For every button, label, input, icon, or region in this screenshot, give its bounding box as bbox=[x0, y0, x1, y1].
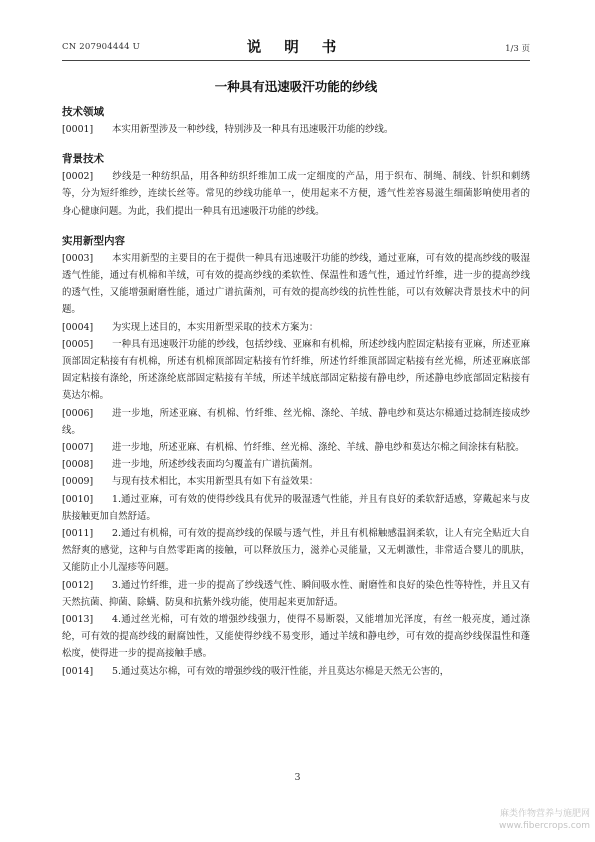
paragraph bbox=[62, 456, 530, 473]
paragraph bbox=[62, 491, 530, 525]
paragraph bbox=[62, 168, 530, 220]
paragraph bbox=[62, 680, 530, 697]
paragraph-text: 进一步地，所述亚麻、有机棉、竹纤维、丝光棉、涤纶、羊绒、静电纱和莫达尔棉通过捻制连接成纱线。 bbox=[62, 407, 530, 436]
page-indicator: 1/3 页 bbox=[505, 44, 530, 54]
paragraph-number: [0011] bbox=[62, 528, 94, 540]
site-watermark bbox=[460, 808, 590, 832]
paragraph-text: 进一步地，所述纱线表面均匀覆盖有广谱抗菌剂。 bbox=[112, 459, 319, 471]
paragraph-number: [0012] bbox=[62, 579, 94, 591]
section-gap bbox=[62, 138, 530, 151]
paragraph bbox=[62, 473, 530, 490]
paragraph-text: 进一步地，所述亚麻、有机棉、竹纤维、丝光棉、涤纶、羊绒、静电纱和莫达尔棉之间涂抹有粘胶。 bbox=[112, 442, 525, 454]
section-technical-field bbox=[62, 104, 530, 138]
paragraph bbox=[62, 336, 530, 405]
paragraph-number: [0005] bbox=[62, 338, 94, 350]
watermark-url: www.fibercrops.com bbox=[499, 821, 590, 831]
paragraph bbox=[62, 439, 530, 456]
paragraph-number: [0006] bbox=[62, 407, 94, 419]
paragraph-text: 一种具有迅速吸汗功能的纱线，包括纱线、亚麻和有机棉，所述纱线内腔固定粘接有亚麻，所述亚麻顶部固定粘接有有机棉，所述有机棉顶部固定粘接有竹纤维，所述竹纤维顶部固定粘接有丝光棉，所述亚麻底部固定粘接有涤纶，所述涤纶底部固定粘接有羊绒，所述羊绒底部固定粘接有静电纱，所述静电纱底部固定粘接有莫达尔棉。 bbox=[62, 338, 530, 402]
paragraph bbox=[62, 405, 530, 439]
paragraph-number: [0013] bbox=[62, 614, 94, 626]
paragraph-number: [0002] bbox=[62, 171, 94, 183]
watermark-name: 麻类作物营养与施肥网 bbox=[499, 809, 590, 819]
paragraph bbox=[62, 319, 530, 336]
paragraph-number: [0008] bbox=[62, 459, 94, 471]
patent-number: CN 207904444 U bbox=[62, 42, 140, 52]
section-heading: 实用新型内容 bbox=[62, 234, 125, 247]
document-title: 一种具有迅速吸汗功能的纱线 bbox=[214, 79, 378, 94]
paragraph-number: [0004] bbox=[62, 321, 94, 333]
paragraph-text: 纱线是一种纺织品，用各种纺织纤维加工成一定细度的产品，用于织布、制绳、制线、针织和刺绣等，分为短纤维纱，连续长丝等。常见的纱线功能单一，使用起来不方便，透气性差容易滋生细菌影响使用者的身心健康问题。为此，我们提出一种具有迅速吸汗功能的纱线。 bbox=[62, 171, 530, 217]
paragraph-text: 3.通过竹纤维，进一步的提高了纱线透气性、瞬间吸水性、耐磨性和良好的染色性等特性，并且又有天然抗菌、抑菌、除螨、防臭和抗紫外线功能，使用起来更加舒适。 bbox=[62, 579, 530, 608]
section-background bbox=[62, 151, 530, 220]
paragraph-text: 为实现上述目的，本实用新型采取的技术方案为： bbox=[112, 321, 319, 333]
doc-type-label: 说 明 书 bbox=[246, 39, 346, 56]
paragraph-number: [0003] bbox=[62, 252, 94, 264]
paragraph-text: 与现有技术相比，本实用新型具有如下有益效果： bbox=[112, 476, 319, 488]
page-number: 3 bbox=[294, 772, 301, 783]
paragraph bbox=[62, 611, 530, 663]
section-gap bbox=[62, 220, 530, 233]
paragraph bbox=[62, 250, 530, 319]
paragraph-number: [0010] bbox=[62, 493, 94, 505]
paragraph bbox=[62, 663, 530, 680]
paragraph bbox=[62, 121, 530, 138]
paragraph-text: 2.通过有机棉，可有效的提高纱线的保暖与透气性，并且有机棉触感温润柔软，让人有完全贴近大自然舒爽的感觉，这种与自然零距离的接触，可以释放压力，滋养心灵能量，又无刺激性，非常适合婴儿的肌肤，又能防止小儿湿疹等问题。 bbox=[62, 528, 530, 574]
paragraph-text: 本实用新型的主要目的在于提供一种具有迅速吸汗功能的纱线，通过亚麻，可有效的提高纱线的吸湿透气性能，通过有机棉和羊绒，可有效的提高纱线的柔软性、保温性和透气性，通过竹纤维，进一步的提高纱线的透气性，又能增强耐磨性能，通过广谱抗菌剂，可有效的提高纱线的抗性性能，可以有效解决背景技术中的问题。 bbox=[62, 252, 530, 316]
section-heading: 背景技术 bbox=[62, 153, 104, 166]
paragraph-number: [0009] bbox=[62, 476, 94, 488]
paragraph-text: 1.通过亚麻，可有效的使得纱线具有优异的吸湿透气性能，并且有良好的柔软舒适感，穿戴起来与皮肤接触更加自然舒适。 bbox=[62, 493, 530, 522]
paragraph-number: [0001] bbox=[62, 124, 94, 135]
paragraph-text: 4.通过丝光棉，可有效的增强纱线强力，使得不易断裂，又能增加光泽度，有丝一般亮度，通过涤纶，可有效的提高纱线的耐腐蚀性，又能使得纱线不易变形，通过羊绒和静电纱，可有效的提高纱线保温性和蓬松度，使得进一步的提高接触手感。 bbox=[62, 614, 530, 660]
header-divider bbox=[62, 60, 530, 61]
paragraph-text: 5.通过莫达尔棉，可有效的增强纱线的吸汗性能，并且莫达尔棉是天然无公害的， bbox=[112, 665, 450, 677]
section-utility-model-content bbox=[62, 233, 530, 697]
section-heading: 技术领域 bbox=[62, 106, 104, 118]
paragraph-number: [0007] bbox=[62, 442, 94, 454]
paragraph-text: 本实用新型涉及一种纱线，特别涉及一种具有迅速吸汗功能的纱线。 bbox=[112, 124, 394, 135]
paragraph bbox=[62, 525, 530, 577]
paragraph bbox=[62, 577, 530, 611]
page-header bbox=[62, 36, 530, 56]
document-body bbox=[62, 104, 530, 697]
paragraph-number: [0014] bbox=[62, 665, 94, 677]
